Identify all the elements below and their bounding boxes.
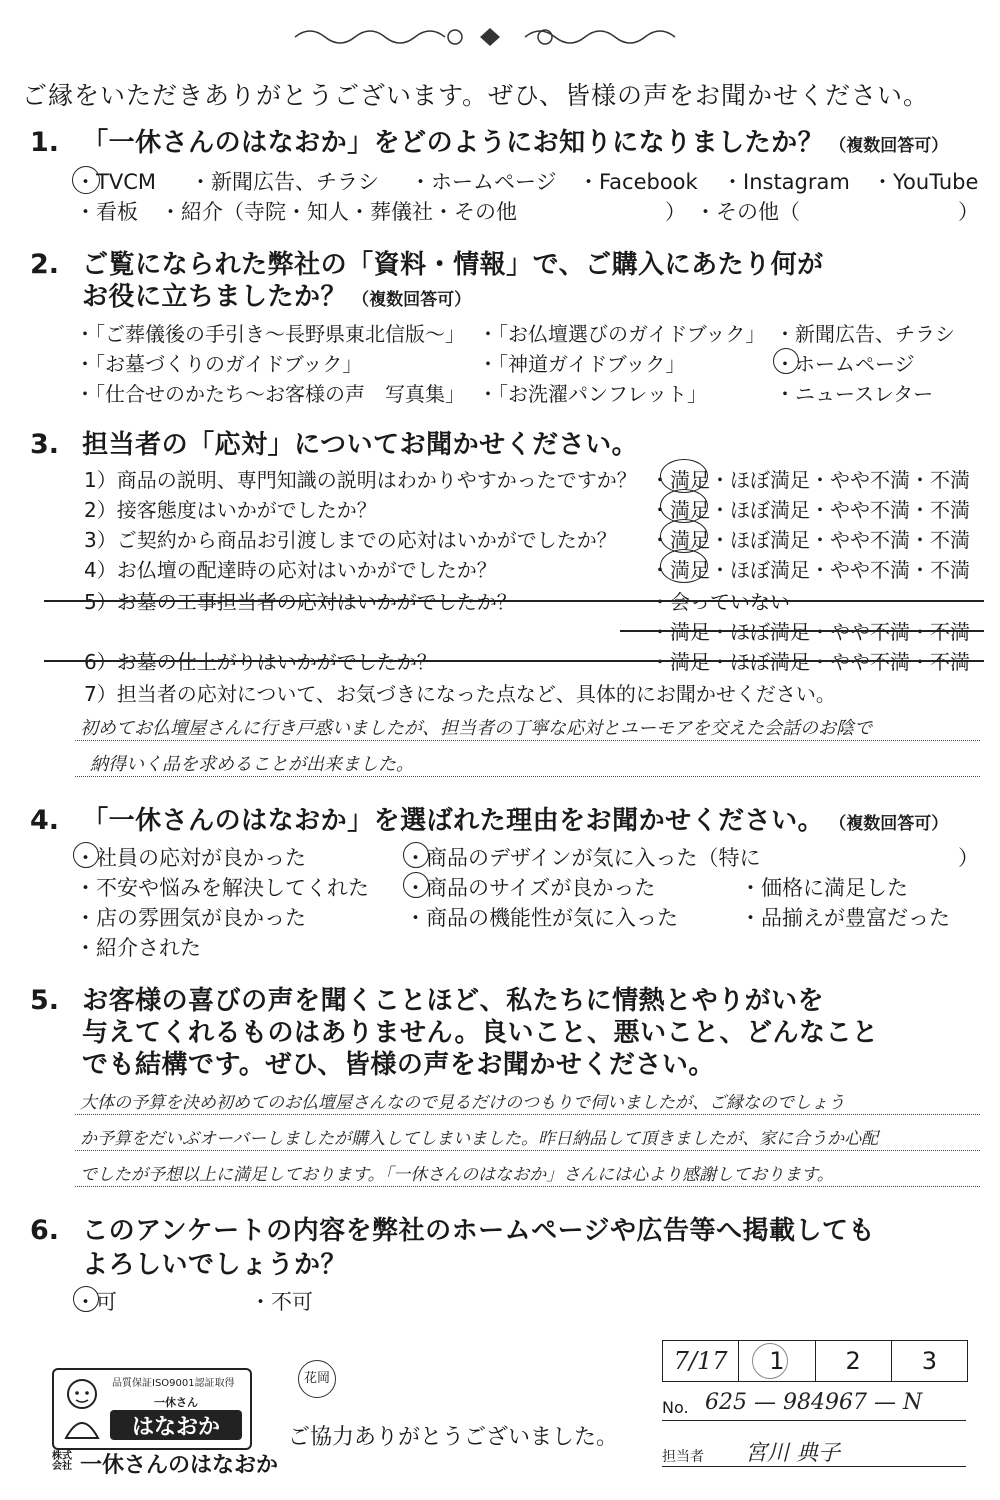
selected-mark [403, 842, 429, 868]
q4-option-atmosphere[interactable]: ・店の雰囲気が良かった [75, 906, 306, 930]
strike-line [620, 630, 984, 632]
answer-line [75, 776, 980, 777]
q3-item-7: 7）担当者の応対について、お気づきになった点など、具体的にお聞かせください。 [84, 682, 836, 706]
date-cell: 7/17 [673, 1347, 728, 1375]
rank-cell-3: 3 [891, 1341, 967, 1381]
selected-mark [660, 459, 708, 493]
q1-heading [30, 122, 948, 159]
q3-item-6: 6）お墓の仕上がりはいかがでしたか？ [84, 650, 437, 674]
answer-line [75, 740, 980, 741]
q1-option-youtube[interactable]: ・YouTube [872, 170, 979, 194]
strike-line [44, 600, 984, 602]
q3-scale-2[interactable]: ・満足・ほぼ満足・やや不満・不満 [650, 498, 970, 522]
q2-option-photobook[interactable]: ・「仕合せのかたち～お客様の声 写真集」 [75, 382, 465, 406]
q1-paren-close: ） [665, 200, 686, 224]
answer-line [75, 1150, 980, 1151]
q2-text-1: ご覧になられた弊社の「資料・情報」で、ご購入にあたり何が [82, 250, 824, 280]
q5-text-3: でも結構です。ぜひ、皆様の声をお聞かせください。 [82, 1050, 715, 1080]
q3-not-met[interactable]: ・会っていない [650, 590, 790, 614]
q4-option-staff[interactable]: ・社員の応対が良かった [75, 846, 306, 870]
answer-line [75, 1114, 980, 1115]
selected-mark [660, 519, 708, 553]
q1-option-tvcm[interactable]: ・TVCM [75, 170, 156, 194]
company-name: 一休さんのはなおか [80, 1453, 279, 1478]
q5-text-1: お客様の喜びの声を聞くことほど、私たちに情熱とやりがいを [82, 986, 825, 1016]
intro-text: ご縁をいただきありがとうございます。ぜひ、皆様の声をお聞かせください。 [22, 81, 930, 110]
q2-text-2: お役に立ちましたか？ [82, 282, 348, 312]
q3-item-3: 3）ご契約から商品お引渡しまでの応対はいかがでしたか？ [84, 528, 617, 552]
thanks-text: ご協力ありがとうございました。 [288, 1425, 619, 1450]
selected-mark [72, 166, 100, 194]
ornament-flourish [290, 22, 710, 52]
q1-option-facebook[interactable]: ・Facebook [578, 170, 698, 194]
q4-number: 4. [30, 805, 60, 836]
q3-scale-6[interactable]: ・満足・ほぼ満足・やや不満・不満 [650, 650, 970, 674]
q3-item-1: 1）商品の説明、専門知識の説明はわかりやすかったですか？ [84, 468, 637, 492]
q2-option-washing-pamphlet[interactable]: ・「お洗濯パンフレット」 [478, 382, 707, 406]
q4-paren-close: ） [958, 846, 979, 870]
selected-mark [73, 842, 99, 868]
receipt-no-line [662, 1420, 966, 1421]
q2-note: （複数回答可） [352, 290, 472, 310]
q1-option-other[interactable]: ・その他（ [695, 200, 800, 224]
q3-scale-1[interactable]: ・満足・ほぼ満足・やや不満・不満 [650, 468, 970, 492]
receipt-no-value: 625 — 984967 — N [705, 1390, 923, 1415]
q3-answer-line-2[interactable]: 納得いく品を求めることが出来ました。 [90, 754, 414, 775]
q3-item-5: 5）お墓の工事担当者の応対はいかがでしたか？ [84, 590, 517, 614]
hanaoka-stamp: 花岡 [298, 1360, 336, 1398]
q1-option-referral[interactable]: ・紹介（寺院・知人・葬儀社・その他 [160, 200, 517, 224]
rank-1-value: 1 [769, 1347, 785, 1375]
q2-number: 2. [30, 249, 60, 280]
q1-paren-close-2: ） [958, 200, 979, 224]
q4-option-selection[interactable]: ・品揃えが豊富だった [740, 906, 950, 930]
q3-number: 3. [30, 429, 60, 460]
q3-scale-3[interactable]: ・満足・ほぼ満足・やや不満・不満 [650, 528, 970, 552]
q2-option-shinto-guide[interactable]: ・「神道ガイドブック」 [478, 352, 686, 376]
company-prefix: 株式会社 [52, 1451, 72, 1472]
q2-option-homepage[interactable]: ・ホームページ [775, 352, 915, 376]
q1-option-instagram[interactable]: ・Instagram [722, 170, 850, 194]
answer-line [75, 1186, 980, 1187]
q2-option-newsletter[interactable]: ・ニュースレター [775, 382, 934, 406]
q6-heading-line1 [30, 1210, 875, 1247]
q1-text: 「一休さんのはなおか」をどのようにお知りになりましたか？ [82, 128, 825, 158]
staff-name: 宮川 典子 [745, 1441, 840, 1466]
selected-mark [403, 872, 429, 898]
monk-mascot-icon [60, 1376, 104, 1440]
q1-number: 1. [30, 127, 60, 158]
logo-small-text: 一休さん [154, 1396, 198, 1409]
q1-option-homepage[interactable]: ・ホームページ [410, 170, 557, 194]
q3-item-2: 2）接客態度はいかがでしたか？ [84, 498, 377, 522]
q2-option-newspaper[interactable]: ・新聞広告、チラシ [775, 322, 955, 346]
logo-main-text: はなおか [110, 1410, 242, 1440]
q4-option-size[interactable]: ・商品のサイズが良かった [405, 876, 656, 900]
q4-text: 「一休さんのはなおか」を選ばれた理由をお聞かせください。 [82, 806, 825, 836]
receipt-table [662, 1340, 968, 1382]
q2-heading-line2 [82, 276, 471, 313]
q3-scale-5[interactable]: ・満足・ほぼ満足・やや不満・不満 [650, 620, 970, 644]
q5-number: 5. [30, 985, 60, 1016]
q1-option-newspaper[interactable]: ・新聞広告、チラシ [190, 170, 379, 194]
q4-option-solved[interactable]: ・不安や悩みを解決してくれた [75, 876, 369, 900]
rank-cell-2: 2 [815, 1341, 891, 1381]
q3-item-4: 4）お仏壇の配達時の応対はいかがでしたか？ [84, 558, 497, 582]
q6-option-no[interactable]: ・不可 [250, 1290, 313, 1314]
q2-option-butsudan-guide[interactable]: ・「お仏壇選びのガイドブック」 [478, 322, 766, 346]
selected-mark [773, 348, 799, 374]
q4-option-introduced[interactable]: ・紹介された [75, 936, 201, 960]
q4-note: （複数回答可） [829, 814, 949, 834]
company-logo [52, 1368, 252, 1450]
q1-option-signboard[interactable]: ・看板 [75, 200, 138, 224]
staff-seal-icon [752, 1343, 788, 1379]
q3-answer-line-1[interactable]: 初めてお仏壇屋さんに行き戸惑いましたが、担当者の丁寧な応対とユーモアを交えた会話のお陰で [80, 718, 872, 739]
q6-number: 6. [30, 1215, 60, 1246]
q3-text: 担当者の「応対」についてお聞かせください。 [82, 430, 639, 460]
receipt-no-label: No. [662, 1398, 689, 1417]
q5-answer-line-1[interactable]: 大体の予算を決め初めてのお仏壇屋さんなので見るだけのつもりで伺いましたが、ご縁なのでしょう [80, 1093, 845, 1113]
selected-mark [660, 549, 708, 583]
selected-mark [660, 489, 708, 523]
q4-option-price[interactable]: ・価格に満足した [740, 876, 908, 900]
q6-text-2: よろしいでしょうか？ [82, 1250, 348, 1280]
q3-scale-4[interactable]: ・満足・ほぼ満足・やや不満・不満 [650, 558, 970, 582]
q6-option-yes[interactable]: ・可 [75, 1290, 117, 1314]
selected-mark [73, 1286, 99, 1312]
q4-heading [30, 800, 948, 837]
q2-option-grave-guide[interactable]: ・「お墓づくりのガイドブック」 [75, 352, 363, 376]
q1-note: （複数回答可） [829, 136, 949, 156]
logo-iso-text: 品質保証ISO9001認証取得 [112, 1378, 235, 1389]
q2-option-funeral-guide[interactable]: ・「ご葬儀後の手引き～長野県東北信版～」 [75, 322, 465, 346]
q5-answer-line-2[interactable]: か予算をだいぶオーバーしましたが購入してしまいました。昨日納品して頂きましたが、家に合うか心配 [80, 1129, 879, 1149]
q4-option-design[interactable]: ・商品のデザインが気に入った（特に [405, 846, 761, 870]
q6-text-1: このアンケートの内容を弊社のホームページや広告等へ掲載しても [82, 1216, 876, 1246]
strike-line [44, 660, 984, 662]
staff-line [662, 1466, 966, 1467]
staff-label: 担当者 [662, 1449, 704, 1465]
q4-option-function[interactable]: ・商品の機能性が気に入った [405, 906, 678, 930]
q5-text-2: 与えてくれるものはありません。良いこと、悪いこと、どんなこと [82, 1018, 879, 1048]
q5-answer-line-3[interactable]: でしたが予想以上に満足しております。「一休さんのはなおか」さんには心より感謝しております。 [80, 1165, 834, 1185]
q3-heading [30, 424, 638, 461]
